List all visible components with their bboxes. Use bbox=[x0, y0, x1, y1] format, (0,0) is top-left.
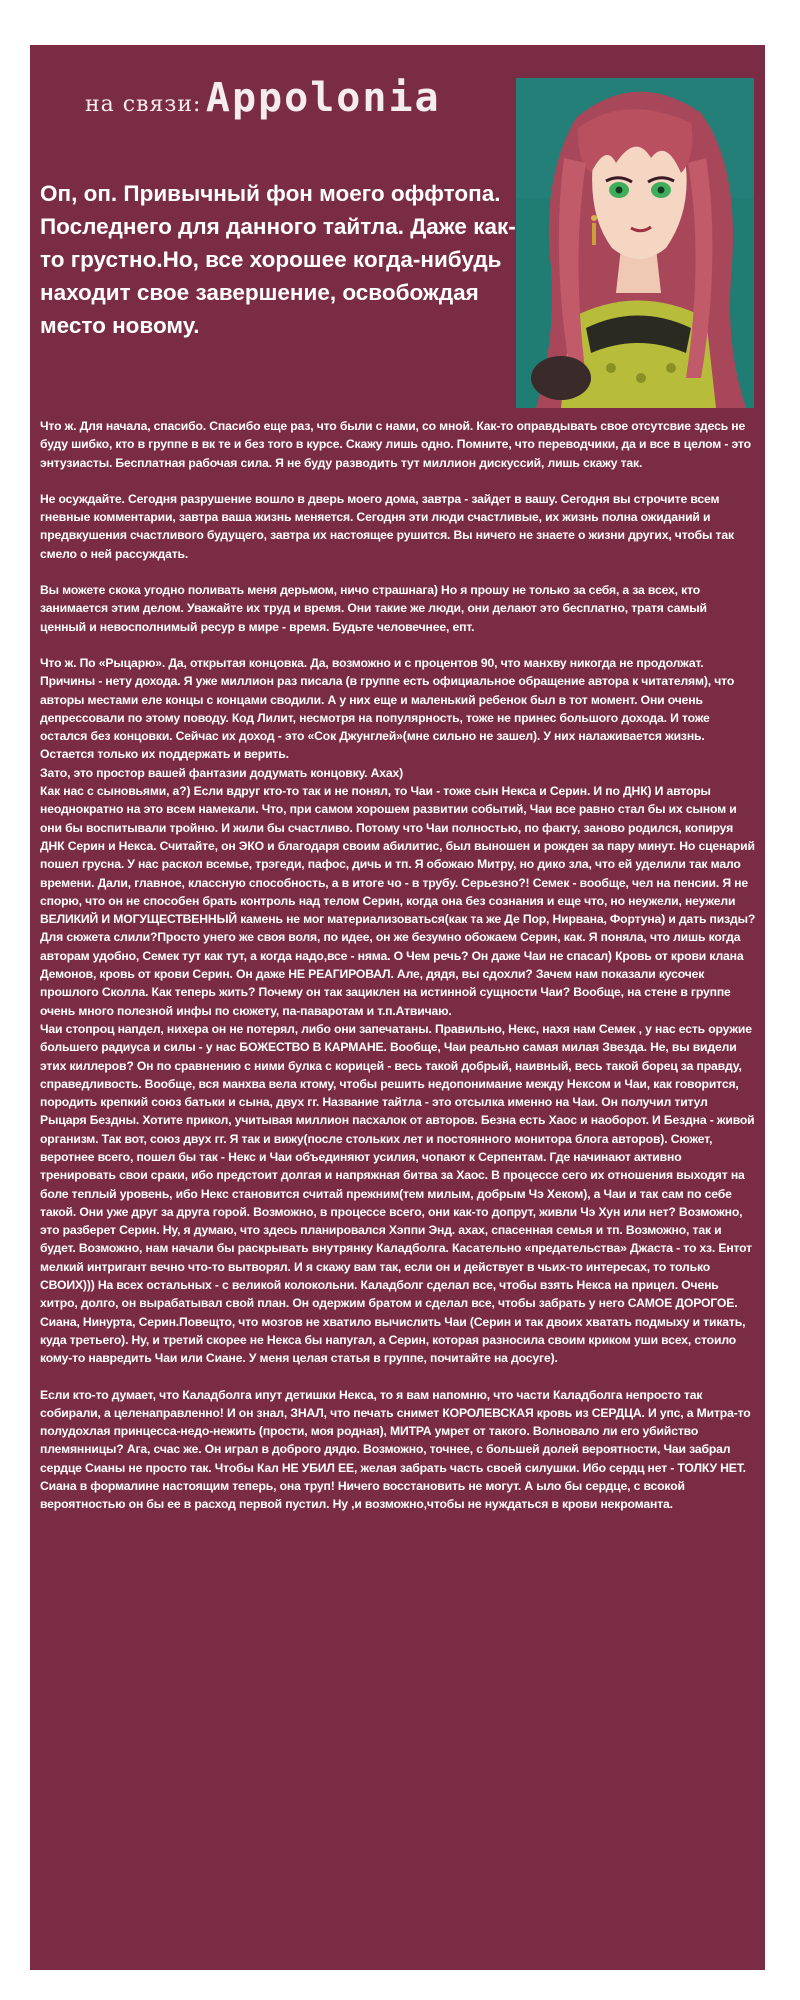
anime-girl-portrait-icon bbox=[516, 78, 754, 408]
intro-text: Оп, оп. Привычный фон моего оффтопа. Последнего для данного тайтла. Даже как-то грустно.Но, все хорошее когда-нибудь находит свое завершение, освобождая место новому. bbox=[40, 181, 516, 338]
contact-line bbox=[85, 75, 441, 121]
page-panel bbox=[30, 45, 765, 1970]
contact-prefix: на связи: bbox=[85, 92, 202, 117]
contact-name: Appolonia bbox=[205, 75, 441, 121]
header bbox=[30, 45, 765, 410]
paragraph: Что ж. Для начала, спасибо. Спасибо еще раз, что были с нами, со мной. Как-то оправдывать свое отсутсвие здесь не буду шибко, кто в группе в вк те и без того в курсе. Скажу лишь одно. Помните, что переводчики, да и все в целом - это энтузиасты. Бесплатная рабочая сила. Я не буду разводить тут миллион дискуссий, лишь скажу так. bbox=[40, 419, 751, 470]
paragraph: Не осуждайте. Сегодня разрушение вошло в дверь моего дома, завтра - зайдет в вашу. Сегодня вы строчите всем гневные комментарии, завтра ваша жизнь меняется. Сегодня эти люди счастливые, их жизнь полна ожиданий и предвкушения счастливого будущего, завтра их настоящее рушится. Вы ничего не знаете о жизни других, чтобы так смело о ней рассуждать. bbox=[40, 491, 734, 561]
paragraph: Вы можете скока угодно поливать меня дерьмом, ничо страшнага) Но я прошу не только за себя, а за всех, кто занимается этим делом. Уважайте их труд и время. Они такие же люди, они делают это бесплатно, тратя самый ценный и невосполнимый ресур в мире - время. Будьте человечнее, епт. bbox=[40, 583, 707, 634]
paragraph: Что ж. По «Рыцарю». Да, открытая концовка. Да, возможно и с процентов 90, что манхву никогда не продолжат. Причины - нету дохода. Я уже миллион раз писала (в группе есть официальное обращение автора к читателям), что авторы местами еле концы с концами сводили. А у них еще и маленький ребенок был в тот момент. Они очень депрессовали по этому поводу. Код Лилит, несмотря на популярность, тоже не принес большого дохода. И тоже остался без концовки. Сейчас их доход - это «Сок Джунглей»(мне сильно не зашел). У них налаживается жизнь. Остается только их поддержать и верить. Зато, это простор вашей фантазии додумать концовку. Ахах) Как нас с сыновьями, а?) Если вдруг кто-то так и не понял, то Чаи - тоже сын Некса и Серин. И по ДНК) И авторы неоднократно на это всем намекали. Что, при самом хорошем развитии событий, Чаи все равно стал бы их сыном и они бы воспитывали тройню. И жили бы счастливо. Потому что Чаи полностью, по факту, заново родился, копируя ДНК Серин и Некса. Считайте, он ЭКО и благодаря своим абилитис, был выношен и рожден за пару минут. Но сценарий пошел грусна. У нас раскол всемье, трэгеди, пафос, дичь и тп. Я обожаю Митру, но дико зла, что ей уделили так мало времени. Дали, главное, классную способность, а в итоге чо - в трубу. Серьезно?! Семек - вообще, чел на пенсии. Я не спорю, что он не способен брать контроль над телом Серин, когда она без сознания и еще что, но неужели, неужели ВЕЛИКИЙ И МОГУЩЕСТВЕННЫЙ камень не мог материализоваться(как та же Де Пор, Нирвана, Фортуна) и дать пизды? Для сюжета слили?Просто унего же своя воля, по идее, он же безумно обожаем Серин, как. Я поняла, что лишь когда авторам удобно, Семек тут как тут, а когда надо,все - няма. О Чем речь? Он даже Чаи не спасал) Кровь от крови клана Демонов, кровь от крови Серин. Он даже НЕ РЕАГИРОВАЛ. Але, дядя, вы сдохли? Зачем нам показали кусочек прошлого Сколла. Как теперь жить? Почему он так зациклен на истинной сущности Чаи? Вообще, на стене в группе очень много полезной инфы по сюжету, па-паваротам и т.п.Атвичаю. Чаи стопроц напдел, нихера он не потерял, либо они запечатаны. Правильно, Некс, нахя нам Семек , у нас есть оружие большего радиуса и силы - у нас БОЖЕСТВО В КАРМАНЕ. Вообще, Чаи реально самая милая Звезда. Не, вы видели этих киллеров? Он по сравнению с ними булка с корицей - весь такой добрый, наивный, весь такой борец за правду, справедливость. Вообще, вся манхва вела ктому, чтобы решить недопонимание между Нексом и Чаи, как говорится, породить крепкий союз батьки и сына, двух гг. Название тайтла - это отсылка именно на Чаи. Он получил титул Рыцаря Бездны. Хотите прикол, учитывая миллион пасхалок от авторов. Безна есть Хаос и наоборот. И Бездна - живой организм. Так вот, союз двух гг. Я так и вижу(после стольких лет и постоянного монитора блога авторов). Сюжет, веротнее всего, пошел бы так - Некс и Чаи объединяют усилия, чопают к Серпентам. Где начинают активно тренировать свои сраки, ибо предстоит долгая и напряжная битва за Хаос. В процессе сего их отношения выходят на боле теплый уровень, ибо Некс становится считай прежним(тем милым, добрым Чэ Хеком), а Чаи и так сам по себе такой. Они уже друг за друга горой. Возможно, в процессе всего, они как-то допрут, живли Чэ Хун или нет? Возможно, это разберет Серин. Ну, я думаю, что здесь планировался Хэппи Энд. ахах, спасенная семья и тп. Возможно, так и будет. Возможно, нам начали бы раскрывать внутрянку Каладболга. Касательно «предательства» Джаста - то хз. Ентот мелкий интригант вечно что-то вытворял. И я скажу вам так, если он и действует в чьих-то интересах, то только СВОИХ))) На всех остальных - с великой колокольни. Каладболг сделал все, чтобы взять Некса на прицел. Очень хитро, долго, он вырабатывал свой план. Он одержим братом и сделал все, чтобы забрать у него САМОЕ ДОРОГОЕ. Сиана, Нинурта, Серин.Повещто, что мозгов не хватило вычислить Чаи (Серин и так двоих хватать подмыху и тикать, куда третьего). Ну, и третий скорее не Некса бы напугал, а Серин, которая разносила своим криком уши всех, стоило кому-то навредить Чаи или Сиане. У меня целая статья в группе, почитайте на досуге). bbox=[40, 655, 756, 1366]
paragraph: Если кто-то думает, что Каладболга ипут детишки Некса, то я вам напомню, что части Каладболга непросто так собирали, а целенаправленно! И он знал, ЗНАЛ, что печать снимет КОРОЛЕВСКАЯ кровь из СЕРДЦА. И упс, а Митра-то полудохлая принцесса-недо-нежить (прости, моя родная), МИТРА умрет от такого. Волновало ли его убийство племянницы? Ага, счас же. Он играл в доброго дядю. Возможно, точнее, с большей долей вероятности, Чаи забрал сердце Сианы не просто так. Чтобы Кал НЕ УБИЛ ЕЕ, желая забрать часть своей силушки. Ибо сердц нет - ТОЛКУ НЕТ. Сиана в формалине настоящим теперь, она труп! Ничего восстановить не могут. А ыло бы сердце, с всокой вероятностью он бы ее в расход первой пустил. Ну ,и возможно,чтобы не нуждаться в крови некроманта. bbox=[40, 1387, 751, 1512]
article-body bbox=[40, 417, 756, 1532]
